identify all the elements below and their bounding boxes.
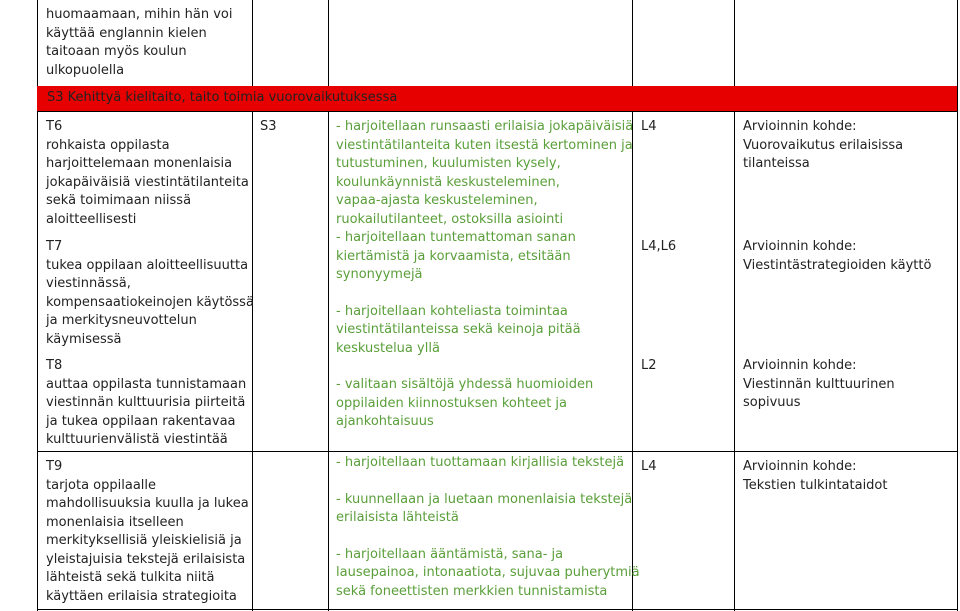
column-divider-3	[632, 0, 633, 86]
competence-l4-cell	[641, 118, 657, 137]
competence-label: L4	[641, 459, 657, 474]
assessment-label: Arvioinnin kohde:	[743, 119, 857, 134]
content-area-label: S3	[260, 119, 277, 134]
content-line: kiertämistä ja korvaamista, etsitään	[336, 248, 571, 264]
content-line: oppilaiden kiinnostuksen kohteet ja	[336, 395, 568, 411]
objective-line: huomaamaan, mihin hän voi	[46, 7, 233, 22]
objective-id: T7	[46, 239, 63, 254]
objective-line: viestinnän kulttuurisia piirteitä	[46, 395, 246, 410]
content-line: viestintätilanteissa sekä keinoja pitää	[336, 322, 581, 337]
objective-t8-cell	[46, 357, 246, 450]
content-line: - harjoitellaan kohteliasta toimintaa	[336, 303, 568, 319]
objective-line: tarjota oppilaalle	[46, 477, 157, 493]
assessment-line: tilanteissa	[743, 156, 810, 171]
column-divider-1	[252, 0, 253, 86]
competence-l2-cell	[641, 357, 657, 376]
objective-line: ja tukea oppilaan rakentavaa	[46, 413, 236, 429]
competence-label: L2	[641, 358, 657, 373]
competence-label: L4	[641, 119, 657, 134]
competence-label: L4,L6	[641, 239, 677, 254]
objective-line: kompensaatiokeinojen käytössä	[46, 294, 254, 310]
objective-line: käymisessä	[46, 331, 122, 347]
assessment-line: Tekstien tulkintataidot	[743, 477, 888, 493]
content-line: keskustelua yllä	[336, 340, 440, 356]
content-spacer	[336, 473, 640, 491]
content-line: sekä foneettisten merkkien tunnistamista	[336, 583, 608, 599]
assessment-line: Viestintästrategioiden käyttö	[743, 257, 932, 273]
assessment-line: Vuorovaikutus erilaisissa	[743, 137, 904, 153]
content-cell-2	[336, 454, 640, 601]
assessment-line: sopivuus	[743, 395, 801, 410]
assessment-cell-1	[743, 118, 903, 174]
row-divider-middle	[37, 451, 958, 452]
objective-line: auttaa oppilasta tunnistamaan	[46, 376, 247, 392]
objective-line: merkityksellisiä yleiskielisiä ja	[46, 533, 242, 548]
objective-line: taitoaan myös koulun	[46, 44, 187, 59]
objective-line: sekä toimimaan niissä	[46, 193, 192, 208]
objective-t7-cell	[46, 238, 254, 349]
objective-line: ulkopuolella	[46, 62, 125, 78]
content-line: - kuunnellaan ja luetaan monenlaisia tekstejä	[336, 491, 633, 507]
objective-t6-cell	[46, 118, 249, 229]
assessment-cell-3	[743, 357, 895, 413]
section-header-label: S3 Kehittyä kielitaito, taito toimia vuorovaikutuksessa	[47, 90, 398, 105]
objective-line: yleistajuisia tekstejä erilaisista	[46, 551, 246, 567]
content-area-cell	[260, 118, 277, 137]
content-line: ajankohtaisuus	[336, 414, 434, 429]
objective-line: rohkaista oppilasta	[46, 137, 170, 153]
objective-id: T6	[46, 119, 63, 134]
competence-l4l6-cell	[641, 238, 676, 257]
content-line: tutustuminen, kuulumisten kysely,	[336, 156, 561, 171]
column-divider-4b	[734, 111, 735, 611]
competence-l4-cell-2	[641, 458, 657, 477]
section-header-band	[37, 86, 957, 111]
objective-line: käyttäen erilaisia strategioita	[46, 588, 237, 604]
objective-t9-cell	[46, 458, 249, 606]
content-line: synonyymejä	[336, 267, 423, 282]
content-spacer	[336, 528, 640, 546]
objective-line: jokapäiväisiä viestintätilanteita	[46, 174, 249, 190]
content-line: ruokailutilanteet, ostoksilla asiointi	[336, 211, 564, 227]
content-line: erilaisista lähteistä	[336, 510, 459, 525]
column-divider-2	[328, 0, 329, 86]
content-line: vapaa-ajasta keskusteleminen,	[336, 193, 538, 208]
column-divider-1b	[252, 111, 253, 611]
content-line: - harjoitellaan runsaasti erilaisia jokapäiväisiä	[336, 119, 634, 134]
objective-line: ja merkitysneuvottelun	[46, 313, 197, 328]
content-line: koulunkäynnistä keskusteleminen,	[336, 174, 560, 190]
row-divider-section	[37, 111, 958, 112]
content-line: - valitaan sisältöjä yhdessä huomioiden	[336, 377, 594, 392]
assessment-label: Arvioinnin kohde:	[743, 459, 857, 474]
assessment-label: Arvioinnin kohde:	[743, 358, 857, 373]
column-divider-4	[734, 0, 735, 86]
content-spacer	[336, 285, 633, 303]
assessment-cell-2	[743, 238, 931, 275]
assessment-line: Viestinnän kulttuurinen	[743, 376, 895, 392]
assessment-cell-4	[743, 458, 887, 495]
objective-id: T8	[46, 358, 63, 373]
table-border-right	[957, 0, 958, 611]
objective-line: kulttuurienvälistä viestintää	[46, 432, 228, 447]
objective-line: viestinnässä,	[46, 276, 131, 291]
content-line: - harjoitellaan tuottamaan kirjallisia tekstejä	[336, 455, 625, 470]
content-line: - harjoitellaan ääntämistä, sana- ja	[336, 546, 564, 562]
objective-line: aloitteellisesti	[46, 211, 137, 227]
content-line: lausepainoa, intonaatiota, sujuvaa puherytmiä	[336, 565, 640, 580]
objective-line: harjoittelemaan monenlaisia	[46, 156, 233, 171]
objective-continuation-cell	[46, 6, 232, 80]
objective-id: T9	[46, 459, 63, 474]
objective-line: tukea oppilaan aloitteellisuutta	[46, 257, 249, 273]
objective-line: monenlaisia itselleen	[46, 514, 184, 530]
content-spacer	[336, 358, 633, 376]
row-divider-bottom	[37, 609, 958, 610]
objective-line: käyttää englannin kielen	[46, 25, 207, 41]
content-line: - harjoitellaan tuntemattoman sanan	[336, 230, 576, 245]
assessment-label: Arvioinnin kohde:	[743, 239, 857, 254]
column-divider-2b	[328, 111, 329, 611]
content-line: viestintätilanteita kuten itsestä kertominen ja	[336, 137, 633, 153]
objective-line: mahdollisuuksia kuulla ja lukea	[46, 496, 249, 511]
content-cell	[336, 118, 633, 432]
objective-line: lähteistä sekä tulkita niitä	[46, 570, 215, 585]
